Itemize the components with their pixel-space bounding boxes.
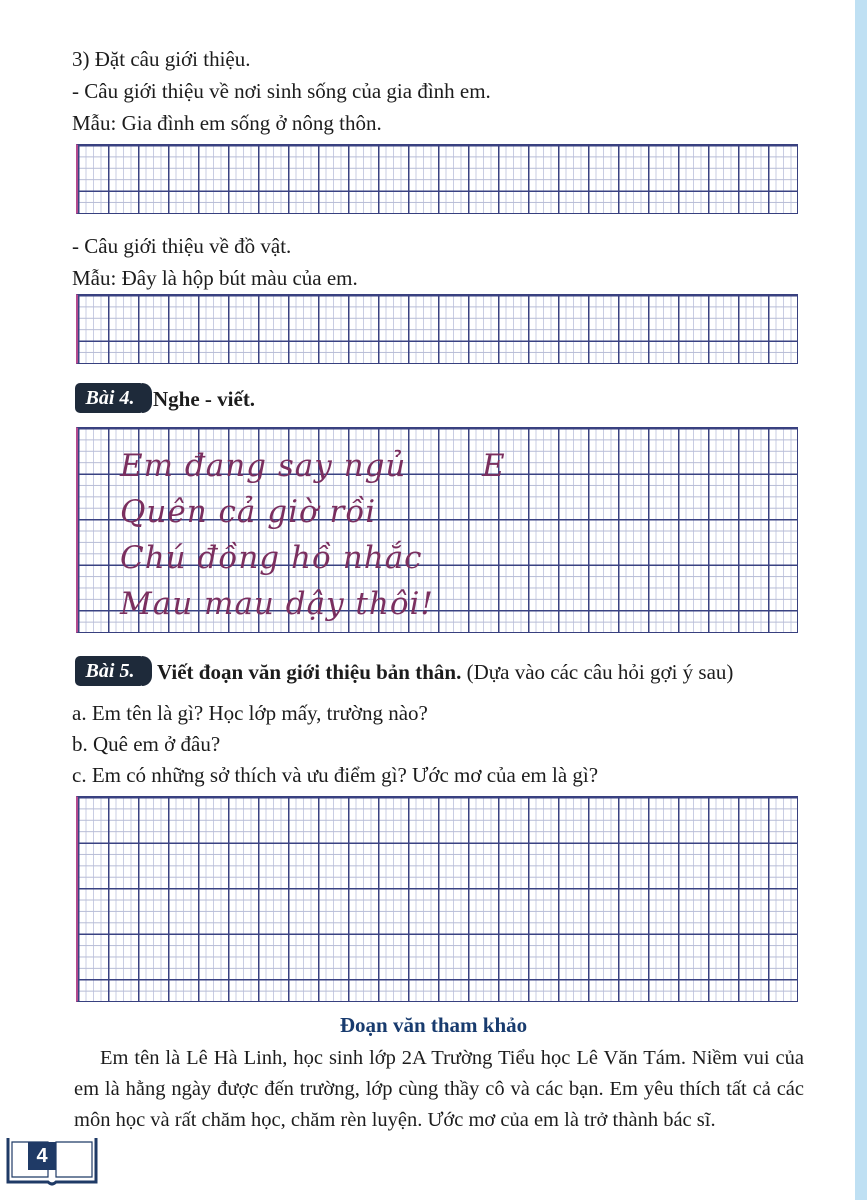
bai-5-heading	[157, 659, 733, 685]
bai-5-tag: Bài 5.	[75, 656, 145, 686]
question-1: - Câu giới thiệu về nơi sinh sống của gia đình em.	[72, 79, 491, 103]
dictation-line-3: Chú đồng hồ nhắc	[120, 540, 423, 576]
sample-2: Mẫu: Đây là hộp bút màu của em.	[72, 266, 358, 290]
question-c: c. Em có những sở thích và ưu điểm gì? Ước mơ của em là gì?	[72, 763, 599, 787]
bai-5-title: Viết đoạn văn giới thiệu bản thân.	[157, 660, 462, 684]
question-b: b. Quê em ở đâu?	[72, 732, 221, 756]
reference-paragraph: Em tên là Lê Hà Linh, học sinh lớp 2A Trường Tiểu học Lê Văn Tám. Niềm vui của em là hằng ngày được đến trường, lớp cùng thầy cô và các bạn. Em yêu thích tất cả các môn học và rất chăm học, chăm rèn luyện. Ước mơ của em là trở thành bác sĩ.	[74, 1047, 804, 1131]
bai-4-title: Nghe - viết.	[153, 387, 256, 411]
section-3-title: 3) Đặt câu giới thiệu.	[72, 47, 251, 71]
dictation-line-1: Em đang say ngủ	[120, 448, 407, 484]
sample-1: Mẫu: Gia đình em sống ở nông thôn.	[72, 111, 382, 135]
dictation-extra-letter: E	[482, 448, 506, 484]
bai-4-tag: Bài 4.	[75, 383, 145, 413]
writing-grid-2[interactable]	[76, 294, 798, 364]
reference-title: Đoạn văn tham khảo	[339, 1013, 528, 1037]
dictation-line-4: Mau mau dậy thôi!	[120, 586, 434, 622]
bai-5-note: (Dựa vào các câu hỏi gợi ý sau)	[466, 660, 734, 684]
writing-grid-paragraph[interactable]	[76, 796, 798, 1002]
dictation-line-2: Quên cả giờ rồi	[120, 494, 377, 530]
question-a: a. Em tên là gì? Học lớp mấy, trường nào?	[72, 701, 428, 725]
writing-grid-1[interactable]	[76, 144, 798, 214]
question-2: - Câu giới thiệu về đồ vật.	[72, 234, 292, 258]
page-number: 4	[28, 1142, 56, 1170]
